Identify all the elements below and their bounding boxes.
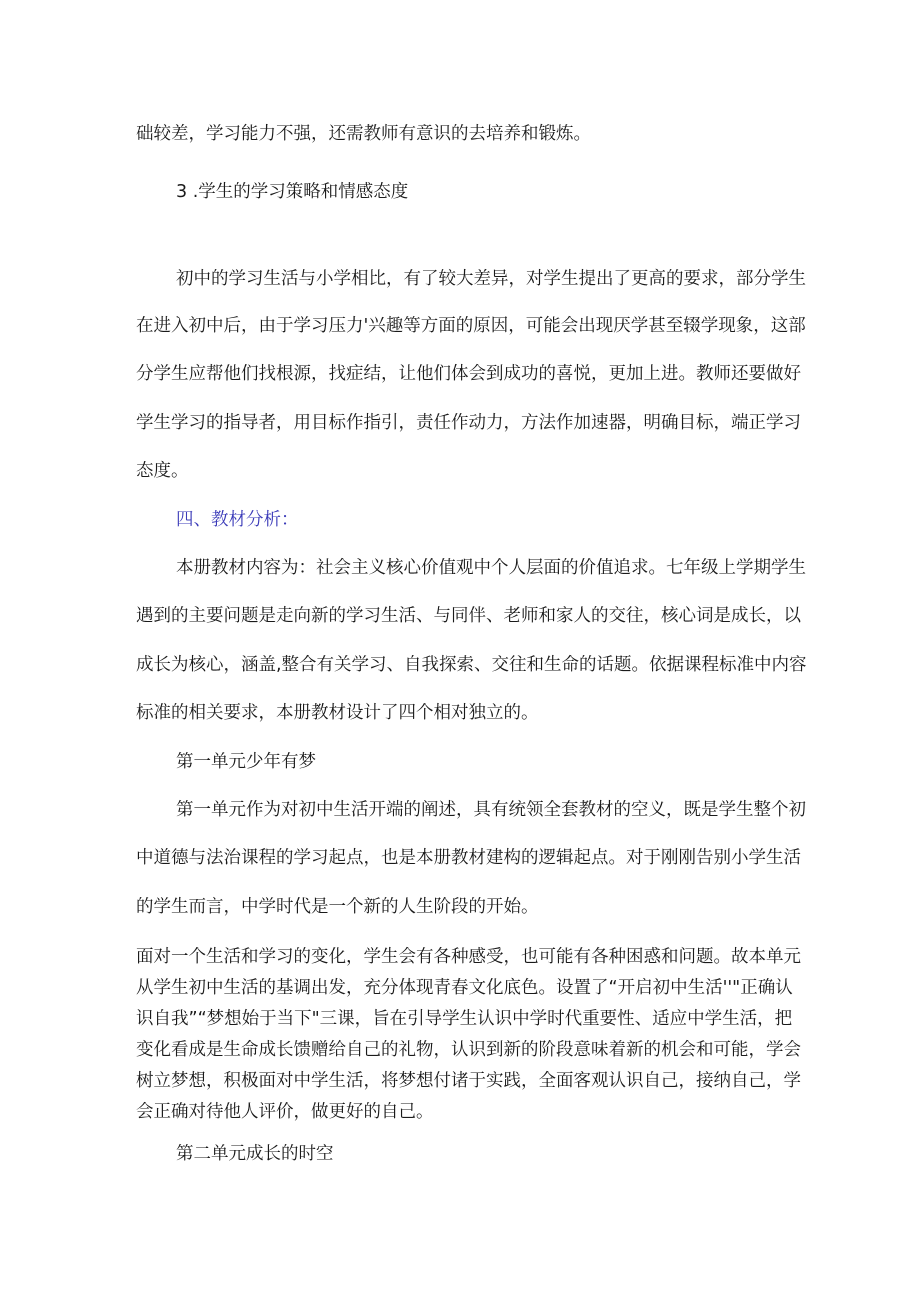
paragraph-line: 中道德与法治课程的学习起点，也是本册教材建构的逻辑起点。对于刚刚告别小学生活 (136, 848, 801, 868)
paragraph-line: 会正确对待他人评价，做更好的自己。 (136, 1102, 434, 1122)
unit-heading: 第二单元成长的时空 (176, 1144, 334, 1164)
paragraph-line: 分学生应帮他们找根源，找症结，让他们体会到成功的喜悦，更加上进。教师还要做好 (136, 364, 801, 384)
paragraph-line: 础较差，学习能力不强，还需教师有意识的去培养和锻炼。 (136, 124, 591, 144)
paragraph-line: 成长为核心，涵盖,整合有关学习、自我探索、交往和生命的话题。依据课程标准中内容 (136, 655, 807, 675)
paragraph-line: 态度。 (136, 461, 189, 481)
paragraph-line: 标准的相关要求，本册教材设计了四个相对独立的。 (136, 703, 539, 723)
section-heading-materials: 四、教材分析： (176, 510, 299, 530)
paragraph-line: 本册教材内容为：社会主义核心价值观中个人层面的价值追求。七年级上学期学生 (176, 558, 806, 578)
paragraph-line: 第一单元作为对初中生活开端的阐述，具有统领全套教材的空义，既是学生整个初 (176, 800, 806, 820)
paragraph-line: 初中的学习生活与小学相比，有了较大差异，对学生提出了更高的要求，部分学生 (176, 269, 806, 289)
paragraph-line: 的学生而言，中学时代是一个新的人生阶段的开始。 (136, 897, 539, 917)
unit-heading: 第一单元少年有梦 (176, 752, 316, 772)
paragraph-line: 识自我”“梦想始于当下"三课，旨在引导学生认识中学时代重要性、适应中学生活，把 (136, 1009, 793, 1029)
paragraph-line: 遇到的主要问题是走向新的学习生活、与同伴、老师和家人的交往，核心词是成长，以 (136, 606, 801, 626)
paragraph-line: 学生学习的指导者，用目标作指引，责任作动力，方法作加速器，明确目标，端正学习 (136, 413, 801, 433)
section-heading: 3 .学生的学习策略和情感态度 (176, 182, 409, 202)
paragraph-line: 面对一个生活和学习的变化，学生会有各种感受，也可能有各种困惑和问题。故本单元 (136, 947, 801, 967)
paragraph-line: 从学生初中生活的基调出发，充分体现青春文化底色。设置了“开启初中生活''"正确认 (136, 978, 793, 998)
paragraph-line: 在进入初中后，由于学习压力'兴趣等方面的原因，可能会出现厌学甚至辍学现象，这部 (136, 316, 806, 336)
paragraph-line: 变化看成是生命成长馈赠给自己的礼物，认识到新的阶段意味着新的机会和可能，学会 (136, 1040, 801, 1060)
paragraph-line: 树立梦想，积极面对中学生活，将梦想付诸于实践，全面客观认识自己，接纳自己，学 (136, 1071, 801, 1091)
